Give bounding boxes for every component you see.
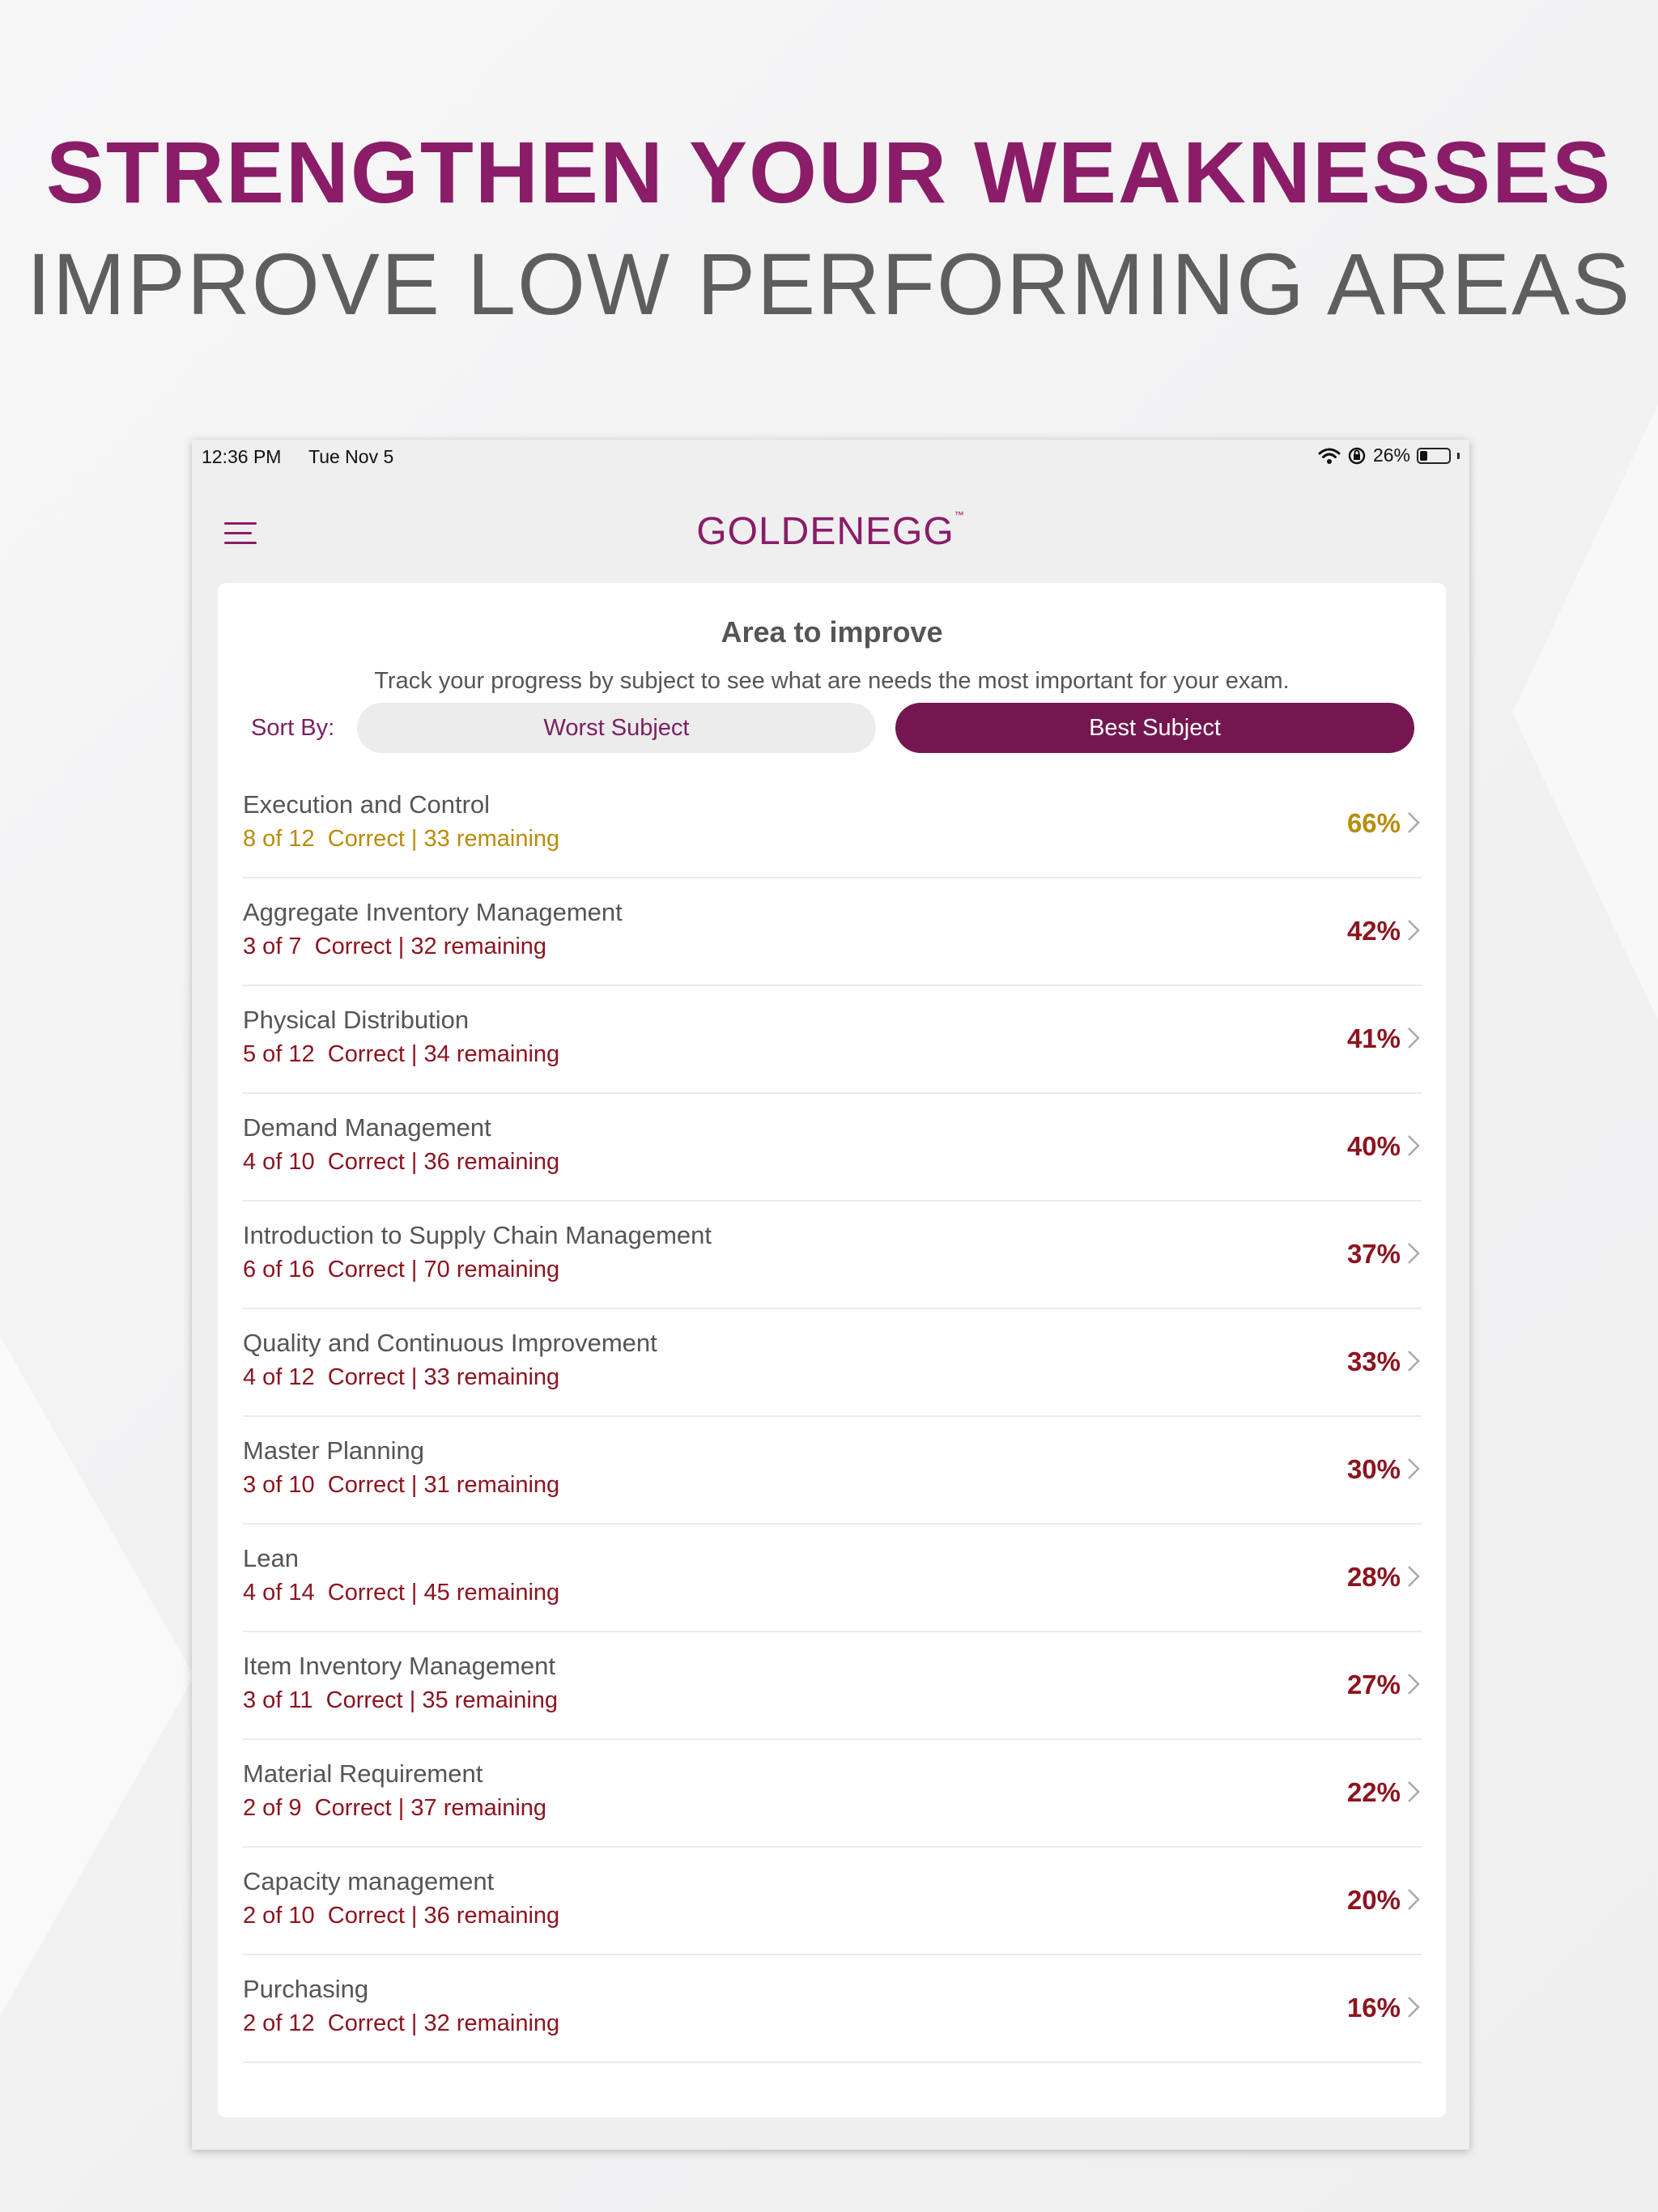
subject-row[interactable]: [243, 1525, 1422, 1632]
wifi-icon: [1318, 447, 1341, 465]
subject-name: Capacity management: [243, 1867, 495, 1895]
sort-label: Sort By:: [251, 715, 335, 741]
headline-primary: STRENGTHEN YOUR WEAKNESSES: [45, 123, 1613, 221]
status-bar: [192, 440, 1469, 472]
subject-percent: 41%: [1346, 1023, 1401, 1053]
subject-name: Introduction to Supply Chain Management: [243, 1221, 712, 1249]
subject-percent: 27%: [1346, 1670, 1401, 1699]
subject-percent: 16%: [1346, 1993, 1401, 2023]
subject-percent: 20%: [1346, 1885, 1401, 1915]
chevron-right-icon: [1405, 1993, 1422, 2022]
chevron-right-icon: [1405, 1777, 1422, 1806]
subject-name: Item Inventory Management: [243, 1652, 555, 1680]
chevron-right-icon: [1405, 1346, 1422, 1376]
subject-name: Physical Distribution: [243, 1006, 470, 1034]
subject-percent: 28%: [1346, 1562, 1401, 1592]
status-time: 12:36 PM: [202, 446, 282, 467]
subject-list: [243, 771, 1422, 2063]
subject-row[interactable]: [243, 1848, 1422, 1955]
subject-row[interactable]: [243, 986, 1422, 1094]
subject-name: Master Planning: [243, 1436, 425, 1465]
subject-detail: 3 of 11 Correct | 35 remaining: [243, 1687, 559, 1713]
status-indicators: [1318, 445, 1460, 466]
chevron-right-icon: [1405, 1885, 1422, 1914]
logo-text: GOLDENEGG: [696, 510, 954, 553]
subject-percent: 66%: [1346, 808, 1401, 838]
chevron-right-icon: [1405, 1023, 1422, 1053]
subject-name: Demand Management: [243, 1113, 491, 1142]
subject-row[interactable]: [243, 1632, 1422, 1740]
subject-row[interactable]: [243, 1740, 1422, 1848]
chevron-right-icon: [1405, 1562, 1422, 1591]
subject-detail: 4 of 10 Correct | 36 remaining: [243, 1149, 560, 1175]
subject-percent: 37%: [1346, 1239, 1401, 1269]
subject-row[interactable]: [243, 1417, 1422, 1525]
subject-detail: 4 of 14 Correct | 45 remaining: [243, 1580, 560, 1606]
subject-name: Execution and Control: [243, 790, 491, 819]
background-shape: [1512, 405, 1658, 1020]
battery-icon: [1417, 448, 1451, 464]
subject-detail: 5 of 12 Correct | 34 remaining: [243, 1041, 560, 1067]
chevron-right-icon: [1405, 1670, 1422, 1699]
subject-detail: 2 of 12 Correct | 32 remaining: [243, 2010, 560, 2036]
subject-percent: 22%: [1346, 1777, 1401, 1807]
subject-name: Purchasing: [243, 1975, 369, 2003]
subject-percent: 42%: [1346, 916, 1401, 946]
background-shape: [0, 1336, 194, 2016]
subject-percent: 40%: [1346, 1131, 1401, 1161]
subject-name: Lean: [243, 1544, 299, 1572]
subject-row[interactable]: [243, 1094, 1422, 1202]
subject-detail: 6 of 16 Correct | 70 remaining: [243, 1257, 560, 1283]
subject-percent: 33%: [1346, 1346, 1401, 1376]
subject-detail: 4 of 12 Correct | 33 remaining: [243, 1364, 560, 1390]
subject-detail: 8 of 12 Correct | 33 remaining: [243, 826, 560, 852]
chevron-right-icon: [1405, 1454, 1422, 1483]
chevron-right-icon: [1405, 916, 1422, 945]
device-screen: [192, 440, 1469, 2150]
battery-cap: [1457, 453, 1460, 459]
subject-detail: 2 of 10 Correct | 36 remaining: [243, 1903, 560, 1929]
status-date: Tue Nov 5: [308, 446, 394, 467]
subject-name: Quality and Continuous Improvement: [243, 1329, 657, 1357]
subject-detail: 2 of 9 Correct | 37 remaining: [243, 1795, 547, 1821]
subject-name: Material Requirement: [243, 1759, 483, 1788]
best-subject-button[interactable]: Best Subject: [895, 703, 1414, 753]
subject-detail: 3 of 10 Correct | 31 remaining: [243, 1472, 560, 1498]
worst-subject-button[interactable]: Worst Subject: [357, 703, 876, 753]
logo-trademark: ™: [954, 509, 965, 521]
battery-percent: 26%: [1372, 445, 1410, 466]
subject-name: Aggregate Inventory Management: [243, 898, 623, 926]
golden-egg-logo: [192, 509, 1469, 554]
subject-detail: 3 of 7 Correct | 32 remaining: [243, 934, 547, 959]
chevron-right-icon: [1405, 808, 1422, 837]
area-to-improve-card: [218, 583, 1446, 2117]
subject-percent: 30%: [1346, 1454, 1401, 1484]
subject-row[interactable]: [243, 771, 1422, 878]
chevron-right-icon: [1405, 1239, 1422, 1268]
headline-secondary: IMPROVE LOW PERFORMING AREAS: [26, 235, 1632, 333]
subject-row[interactable]: [243, 1309, 1422, 1417]
card-title: Area to improve: [721, 615, 943, 649]
subject-row[interactable]: [243, 1202, 1422, 1309]
subject-row[interactable]: [243, 878, 1422, 986]
card-subtitle: Track your progress by subject to see what are needs the most important for your exam.: [374, 668, 1290, 694]
orientation-lock-icon: [1347, 446, 1367, 466]
chevron-right-icon: [1405, 1131, 1422, 1160]
subject-row[interactable]: [243, 1955, 1422, 2063]
